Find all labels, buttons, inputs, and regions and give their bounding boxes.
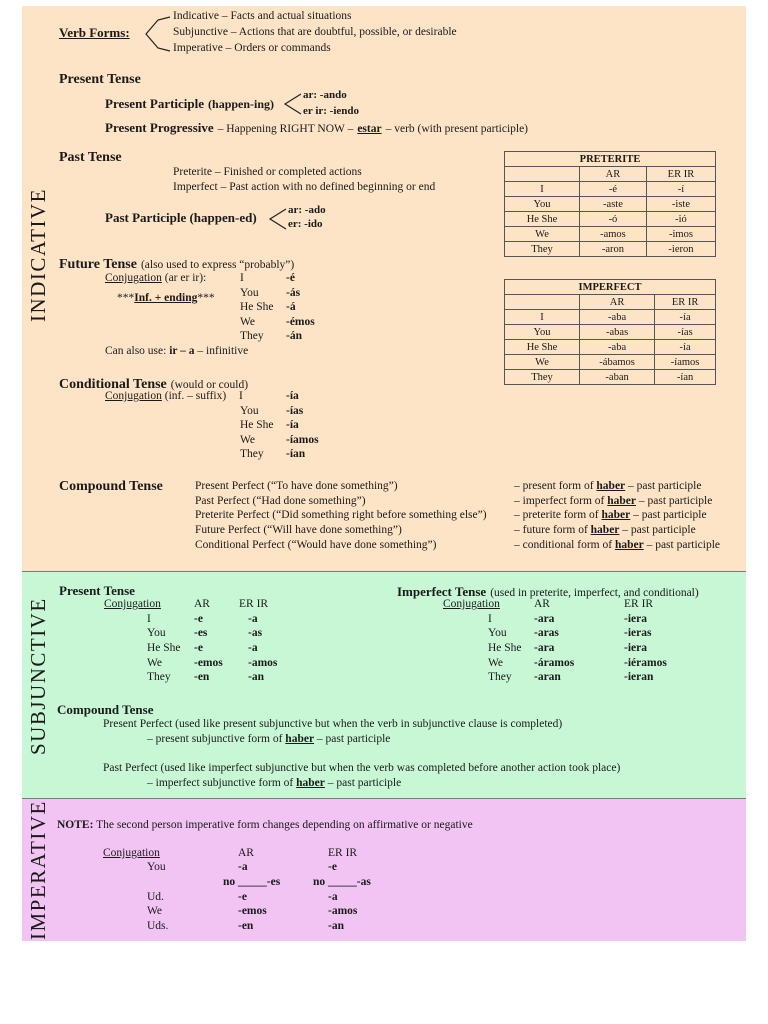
imperfect-table-row [505,340,716,355]
subj-past-perfect-line: Past Perfect (used like imperfect subjunctive but when the verb was completed before another action took place) [103,762,621,774]
preterite-table-cell: He She [505,212,580,227]
subj-present-col-ar: AR [194,598,210,610]
imperative-pronoun: We [147,905,163,917]
conditional-pronoun: You [240,405,259,417]
preterite-description: Preterite – Finished or completed actions [173,166,362,178]
subj-imperfect-erir-ending: -iera [624,642,647,654]
preterite-table-row [505,197,716,212]
imperative-pronoun: Ud. [147,891,164,903]
preterite-col-ar: AR [580,167,647,182]
imperfect-table-cell: -aban [580,370,655,385]
preterite-table-title: PRETERITE [505,152,716,167]
subj-present-pronoun: You [147,627,166,639]
imperfect-col-erir: ER IR [655,295,716,310]
imperative-conj-label: Conjugation [103,847,160,859]
preterite-table-cell: I [505,182,580,197]
subj-imperfect-conj-label: Conjugation [443,598,500,610]
conditional-ending: -íamos [286,434,319,446]
preterite-col-erir: ER IR [646,167,715,182]
imperfect-table-cell: -ábamos [580,355,655,370]
subj-imperfect-erir-ending: -ieran [624,671,654,683]
conditional-pronoun: We [240,434,256,446]
subj-imperfect-note: (used in preterite, imperfect, and conditional) [490,587,699,599]
future-pronoun: I [240,272,244,284]
conditional-ending: -ían [286,448,306,460]
compound-formula-pre: – present form of [514,480,594,492]
imperfect-table-cell: They [505,370,580,385]
imperfect-table-cell: -ía [655,340,716,355]
imperfect-table-cell: -ías [655,325,716,340]
imperfect-table-row [505,310,716,325]
future-tense-heading: Future Tense [59,257,137,272]
present-progressive-line: Present Progressive – Happening RIGHT NOW – estar – verb (with present participle) [105,120,529,135]
compound-tense-name: Present Perfect (“To have done something”) [195,480,398,492]
preterite-table-cell: -aste [580,197,647,212]
conditional-ending: -ía [286,419,299,431]
subj-imperfect-pronoun: I [488,613,492,625]
present-tense-heading: Present Tense [59,72,141,87]
future-conjugation: Conjugation (ar er ir): [105,272,207,284]
subj-imperfect-heading: Imperfect Tense [397,584,487,599]
past-participle-er: er: -ido [288,218,323,230]
past-tense-heading: Past Tense [59,150,122,165]
verb-forms-label: Verb Forms: [59,25,130,40]
verb-form-indicative: Indicative – Facts and actual situations [173,10,352,22]
past-participle-label: Past Participle (happen-ed) [105,210,257,225]
imperfect-description: Imperfect – Past action with no defined beginning or end [173,181,436,193]
preterite-table-cell: -ieron [646,242,715,257]
subj-imperfect-erir-ending: -iéramos [624,657,667,669]
preterite-table-cell: -amos [580,227,647,242]
subj-present-erir-ending: -a [248,613,258,625]
preterite-table-cell: -aron [580,242,647,257]
past-participle-ar: ar: -ado [288,204,326,216]
conditional-tense-note: (would or could) [170,379,249,391]
subj-present-pronoun: I [147,613,151,625]
imperfect-table [504,279,716,385]
subj-present-heading: Present Tense [59,583,135,598]
preterite-table [504,151,716,257]
subj-present-conj-label: Conjugation [104,598,161,610]
compound-formula-post: – past participle [628,480,702,492]
future-ending: -á [286,301,296,313]
estar-keyword: estar [357,123,382,135]
future-tense-line [59,255,294,273]
future-also-use: Can also use: ir – a – infinitive [105,345,249,357]
subj-imperfect-col-erir: ER IR [624,598,654,610]
subj-present-ar-ending: -e [194,642,203,654]
compound-formula-pre: – future form of [514,524,588,536]
compound-tense-formula [514,539,720,551]
conditional-ending: -ías [286,405,304,417]
preterite-table-cell: -ó [580,212,647,227]
compound-tense-name: Preterite Perfect (“Did something right before something else”) [195,509,487,521]
subj-present-erir-ending: -amos [248,657,278,669]
imperative-col-ar: AR [238,847,254,859]
imperfect-col-ar: AR [580,295,655,310]
subjunctive-section-label: SUBJUNCTIVE [26,597,50,755]
conditional-ending: -ía [286,390,299,402]
imperfect-table-row [505,325,716,340]
compound-formula-pre: – imperfect form of [514,495,605,507]
conditional-tense-heading: Conditional Tense [59,377,167,392]
subj-present-erir-ending: -as [248,627,263,639]
compound-tense-formula [514,509,707,521]
subj-imperfect-pronoun: He She [488,642,522,654]
haber-keyword: haber [596,480,626,492]
subj-present-ar-ending: -e [194,613,203,625]
haber-keyword: haber [601,509,631,521]
future-ending: -é [286,272,295,284]
imperative-note: NOTE: The second person imperative form changes depending on affirmative or negative [57,819,473,831]
subj-imperfect-erir-ending: -ieras [624,627,652,639]
verb-forms-brace [144,14,172,58]
subj-imperfect-pronoun: You [488,627,507,639]
subj-present-erir-ending: -a [248,642,258,654]
preterite-table-row [505,227,716,242]
compound-formula-post: – past participle [622,524,696,536]
preterite-table-cell: -iste [646,197,715,212]
subj-present-col-erir: ER IR [239,598,269,610]
imperative-ar-ending: -e [238,891,247,903]
verb-form-imperative: Imperative – Orders or commands [173,42,331,54]
subj-present-pronoun: They [147,671,171,683]
preterite-table-row [505,182,716,197]
compound-tense-formula [514,495,712,507]
future-pronoun: You [240,287,259,299]
subj-past-perfect-formula: – imperfect subjunctive form of haber – past participle [147,777,402,789]
past-participle-brace [268,207,288,233]
preterite-table-cell: -imos [646,227,715,242]
future-pronoun: He She [240,301,274,313]
subj-imperfect-ar-ending: -aran [534,671,561,683]
compound-tense-heading: Compound Tense [59,479,163,494]
preterite-table-cell: -é [580,182,647,197]
imperative-ar-ending: no _____-es [223,876,281,888]
imperative-erir-ending: -an [328,920,344,932]
present-progressive-label: Present Progressive [105,120,214,135]
future-pronoun: We [240,316,256,328]
preterite-table-row [505,242,716,257]
haber-keyword: haber [607,495,636,507]
future-pronoun: They [240,330,264,342]
compound-formula-post: – past participle [638,495,713,507]
subj-present-pronoun: He She [147,642,181,654]
present-participle-brace [283,92,303,118]
subj-present-ar-ending: -emos [194,657,223,669]
future-inf-ending: ***Inf. + ending*** [117,292,215,304]
conditional-pronoun: I [239,390,243,402]
imperfect-table-cell: We [505,355,580,370]
conditional-pronoun: They [240,448,264,460]
subj-present-ar-ending: -es [194,627,208,639]
subj-imperfect-ar-ending: -aras [534,627,559,639]
imperative-pronoun: Uds. [147,920,169,932]
subj-imperfect-ar-ending: -áramos [534,657,575,669]
preterite-table-cell: We [505,227,580,242]
preterite-table-cell: You [505,197,580,212]
present-participle-line [105,95,274,113]
present-participle-label: Present Participle [105,96,205,111]
imperfect-table-cell: -aba [580,310,655,325]
compound-tense-name: Past Perfect (“Had done something”) [195,495,366,507]
imperative-pronoun: You [147,861,166,873]
subj-present-ar-ending: -en [194,671,210,683]
preterite-table-cell: -ió [646,212,715,227]
imperfect-table-cell: -íamos [655,355,716,370]
preterite-table-cell: -í [646,182,715,197]
subj-imperfect-pronoun: We [488,657,504,669]
compound-formula-pre: – conditional form of [514,539,613,551]
subj-present-pronoun: We [147,657,163,669]
compound-tense-name: Future Perfect (“Will have done something”) [195,524,402,536]
preterite-table-cell: They [505,242,580,257]
subj-present-perfect-formula: – present subjunctive form of haber – past participle [147,733,391,745]
present-participle-ar: ar: -ando [303,89,347,101]
verb-form-subjunctive: Subjunctive – Actions that are doubtful, possible, or desirable [173,26,457,38]
present-participle-note: (happen-ing) [208,97,275,111]
imperfect-table-cell: -abas [580,325,655,340]
subj-imperfect-pronoun: They [488,671,512,683]
subj-imperfect-ar-ending: -ara [534,642,555,654]
indicative-section-label: INDICATIVE [26,188,50,322]
compound-formula-pre: – preterite form of [514,509,599,521]
haber-keyword: haber [614,539,644,551]
subj-compound-heading: Compound Tense [57,702,154,717]
future-tense-note: (also used to express “probably”) [140,259,295,271]
imperative-ar-ending: -en [238,920,254,932]
imperfect-table-cell: I [505,310,580,325]
imperfect-table-cell: -aba [580,340,655,355]
compound-formula-post: – past participle [633,509,707,521]
imperfect-table-cell: -ía [655,310,716,325]
imperative-erir-ending: -amos [328,905,358,917]
preterite-table-row [505,212,716,227]
imperfect-table-cell: He She [505,340,580,355]
haber-keyword: haber [590,524,620,536]
imperative-erir-ending: no _____-as [313,876,371,888]
future-ending: -án [286,330,302,342]
imperfect-table-row [505,355,716,370]
imperative-ar-ending: -emos [238,905,267,917]
imperative-section-label: IMPERATIVE [26,800,50,940]
imperfect-table-cell: -ían [655,370,716,385]
compound-tense-name: Conditional Perfect (“Would have done something”) [195,539,437,551]
imperfect-table-row [505,370,716,385]
future-ending: -ás [286,287,301,299]
imperative-col-erir: ER IR [328,847,358,859]
imperative-ar-ending: -a [238,861,248,873]
conditional-conjugation: Conjugation (inf. – suffix) [105,390,227,402]
future-ending: -émos [286,316,315,328]
subj-present-erir-ending: -an [248,671,264,683]
compound-tense-formula [514,480,701,492]
conditional-pronoun: He She [240,419,274,431]
subj-imperfect-ar-ending: -ara [534,613,555,625]
compound-tense-formula [514,524,696,536]
subj-present-perfect-line: Present Perfect (used like present subjunctive but when the verb in subjunctive clause is completed) [103,718,563,730]
subj-imperfect-erir-ending: -iera [624,613,647,625]
compound-formula-post: – past participle [646,539,721,551]
subj-imperfect-col-ar: AR [534,598,550,610]
present-participle-erir: er ir: -iendo [303,105,360,117]
imperative-erir-ending: -e [328,861,337,873]
imperfect-table-title: IMPERFECT [505,280,716,295]
imperative-erir-ending: -a [328,891,338,903]
imperfect-table-cell: You [505,325,580,340]
